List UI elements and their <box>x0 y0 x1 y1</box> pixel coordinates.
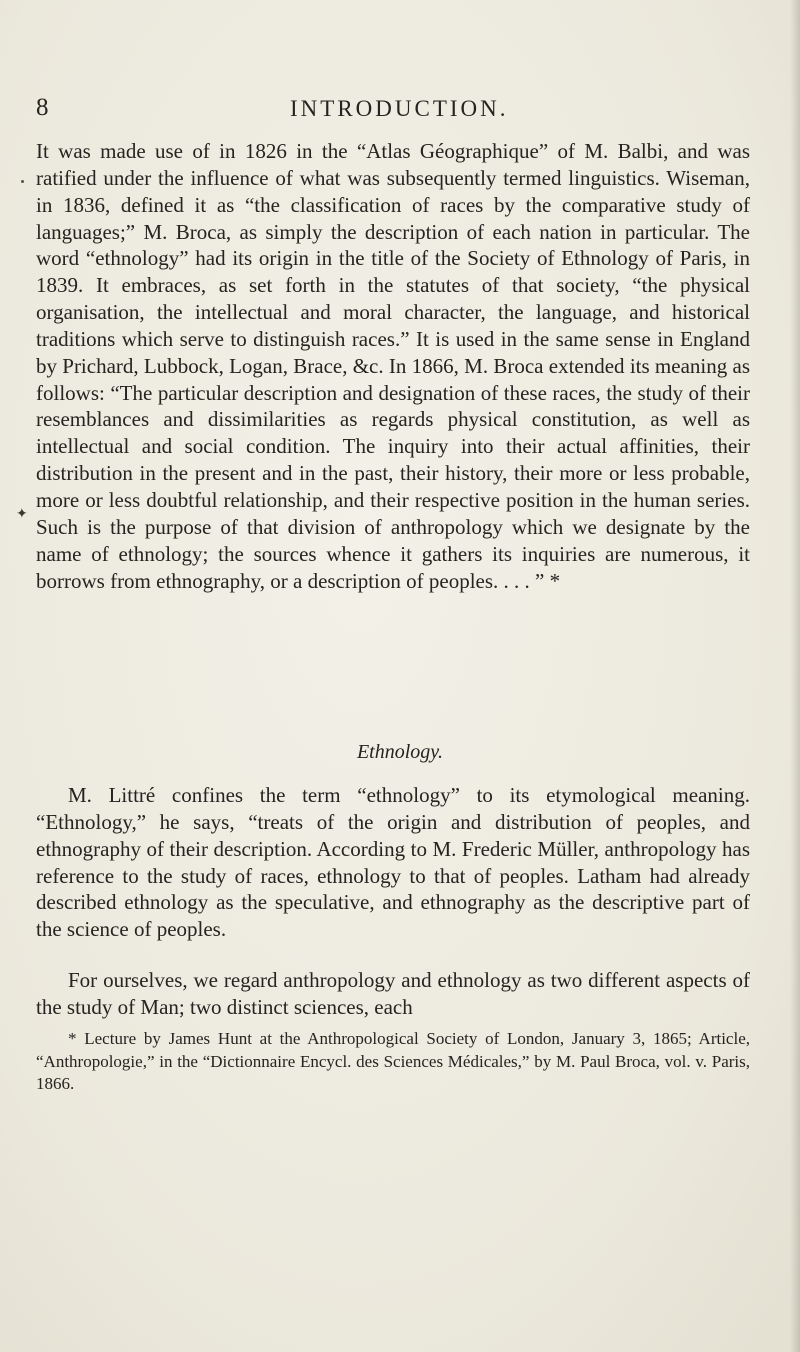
margin-mark <box>21 180 24 183</box>
running-head: INTRODUCTION. <box>290 96 509 121</box>
body-paragraph-3: For ourselves, we regard anthropology and ethnology as two different aspects of the study of Man; two distinct sciences, each <box>36 968 750 1019</box>
body-paragraph-2: M. Littré confines the term “ethnology” to its etymological meaning. “Ethnology,” he says, “treats of the origin and distribution of peoples, and ethnography of their description. According to M. Frederic Müller, anthropology has reference to the study of races, ethnology to that of peoples. Latham had already described ethnology as the speculative, and ethnography as the descriptive part of the science of peoples. <box>36 783 750 942</box>
page-number: 8 <box>36 94 49 121</box>
body-paragraph-1: It was made use of in 1826 in the “Atlas Géographique” of M. Balbi, and was ratified under the influence of what was subsequently termed linguistics. Wiseman, in 1836, defined it as “the classification of races by the comparative study of languages;” M. Broca, as simply the description of each nation in particular. The word “ethnology” had its origin in the title of the Society of Ethnology of Paris, in 1839. It embraces, as set forth in the statutes of that society, “the physical organisation, the intellectual and moral character, the language, and historical traditions which serve to distinguish races.” It is used in the same sense in England by Prichard, Lubbock, Logan, Brace, &c. In 1866, M. Broca extended its meaning as follows: “The particular description and designation of these races, the study of their resemblances and dissimilarities as regards physical constitution, as well as intellectual and social condition. The inquiry into their actual affinities, their distribution in the present and in the past, their history, their more or less probable, more or less doubtful relationship, and their respective position in the human series. Such is the purpose of that division of anthropology which we designate by the name of ethnology; the sources whence it gathers its inquiries are numerous, it borrows from ethnography, or a description of peoples. . . . ” * <box>36 139 750 593</box>
margin-bullet-mark: ✦ <box>16 507 28 522</box>
section-sidenote: Ethnology. <box>356 741 444 763</box>
page-edge-shadow <box>790 0 800 1352</box>
footnote: * Lecture by James Hunt at the Anthropological Society of London, January 3, 1865; Article, “Anthropologie,” in the “Dictionnaire Encycl. des Sciences Médicales,” by M. Paul Broca, vol. v. Paris, 1866. <box>36 1029 750 1093</box>
